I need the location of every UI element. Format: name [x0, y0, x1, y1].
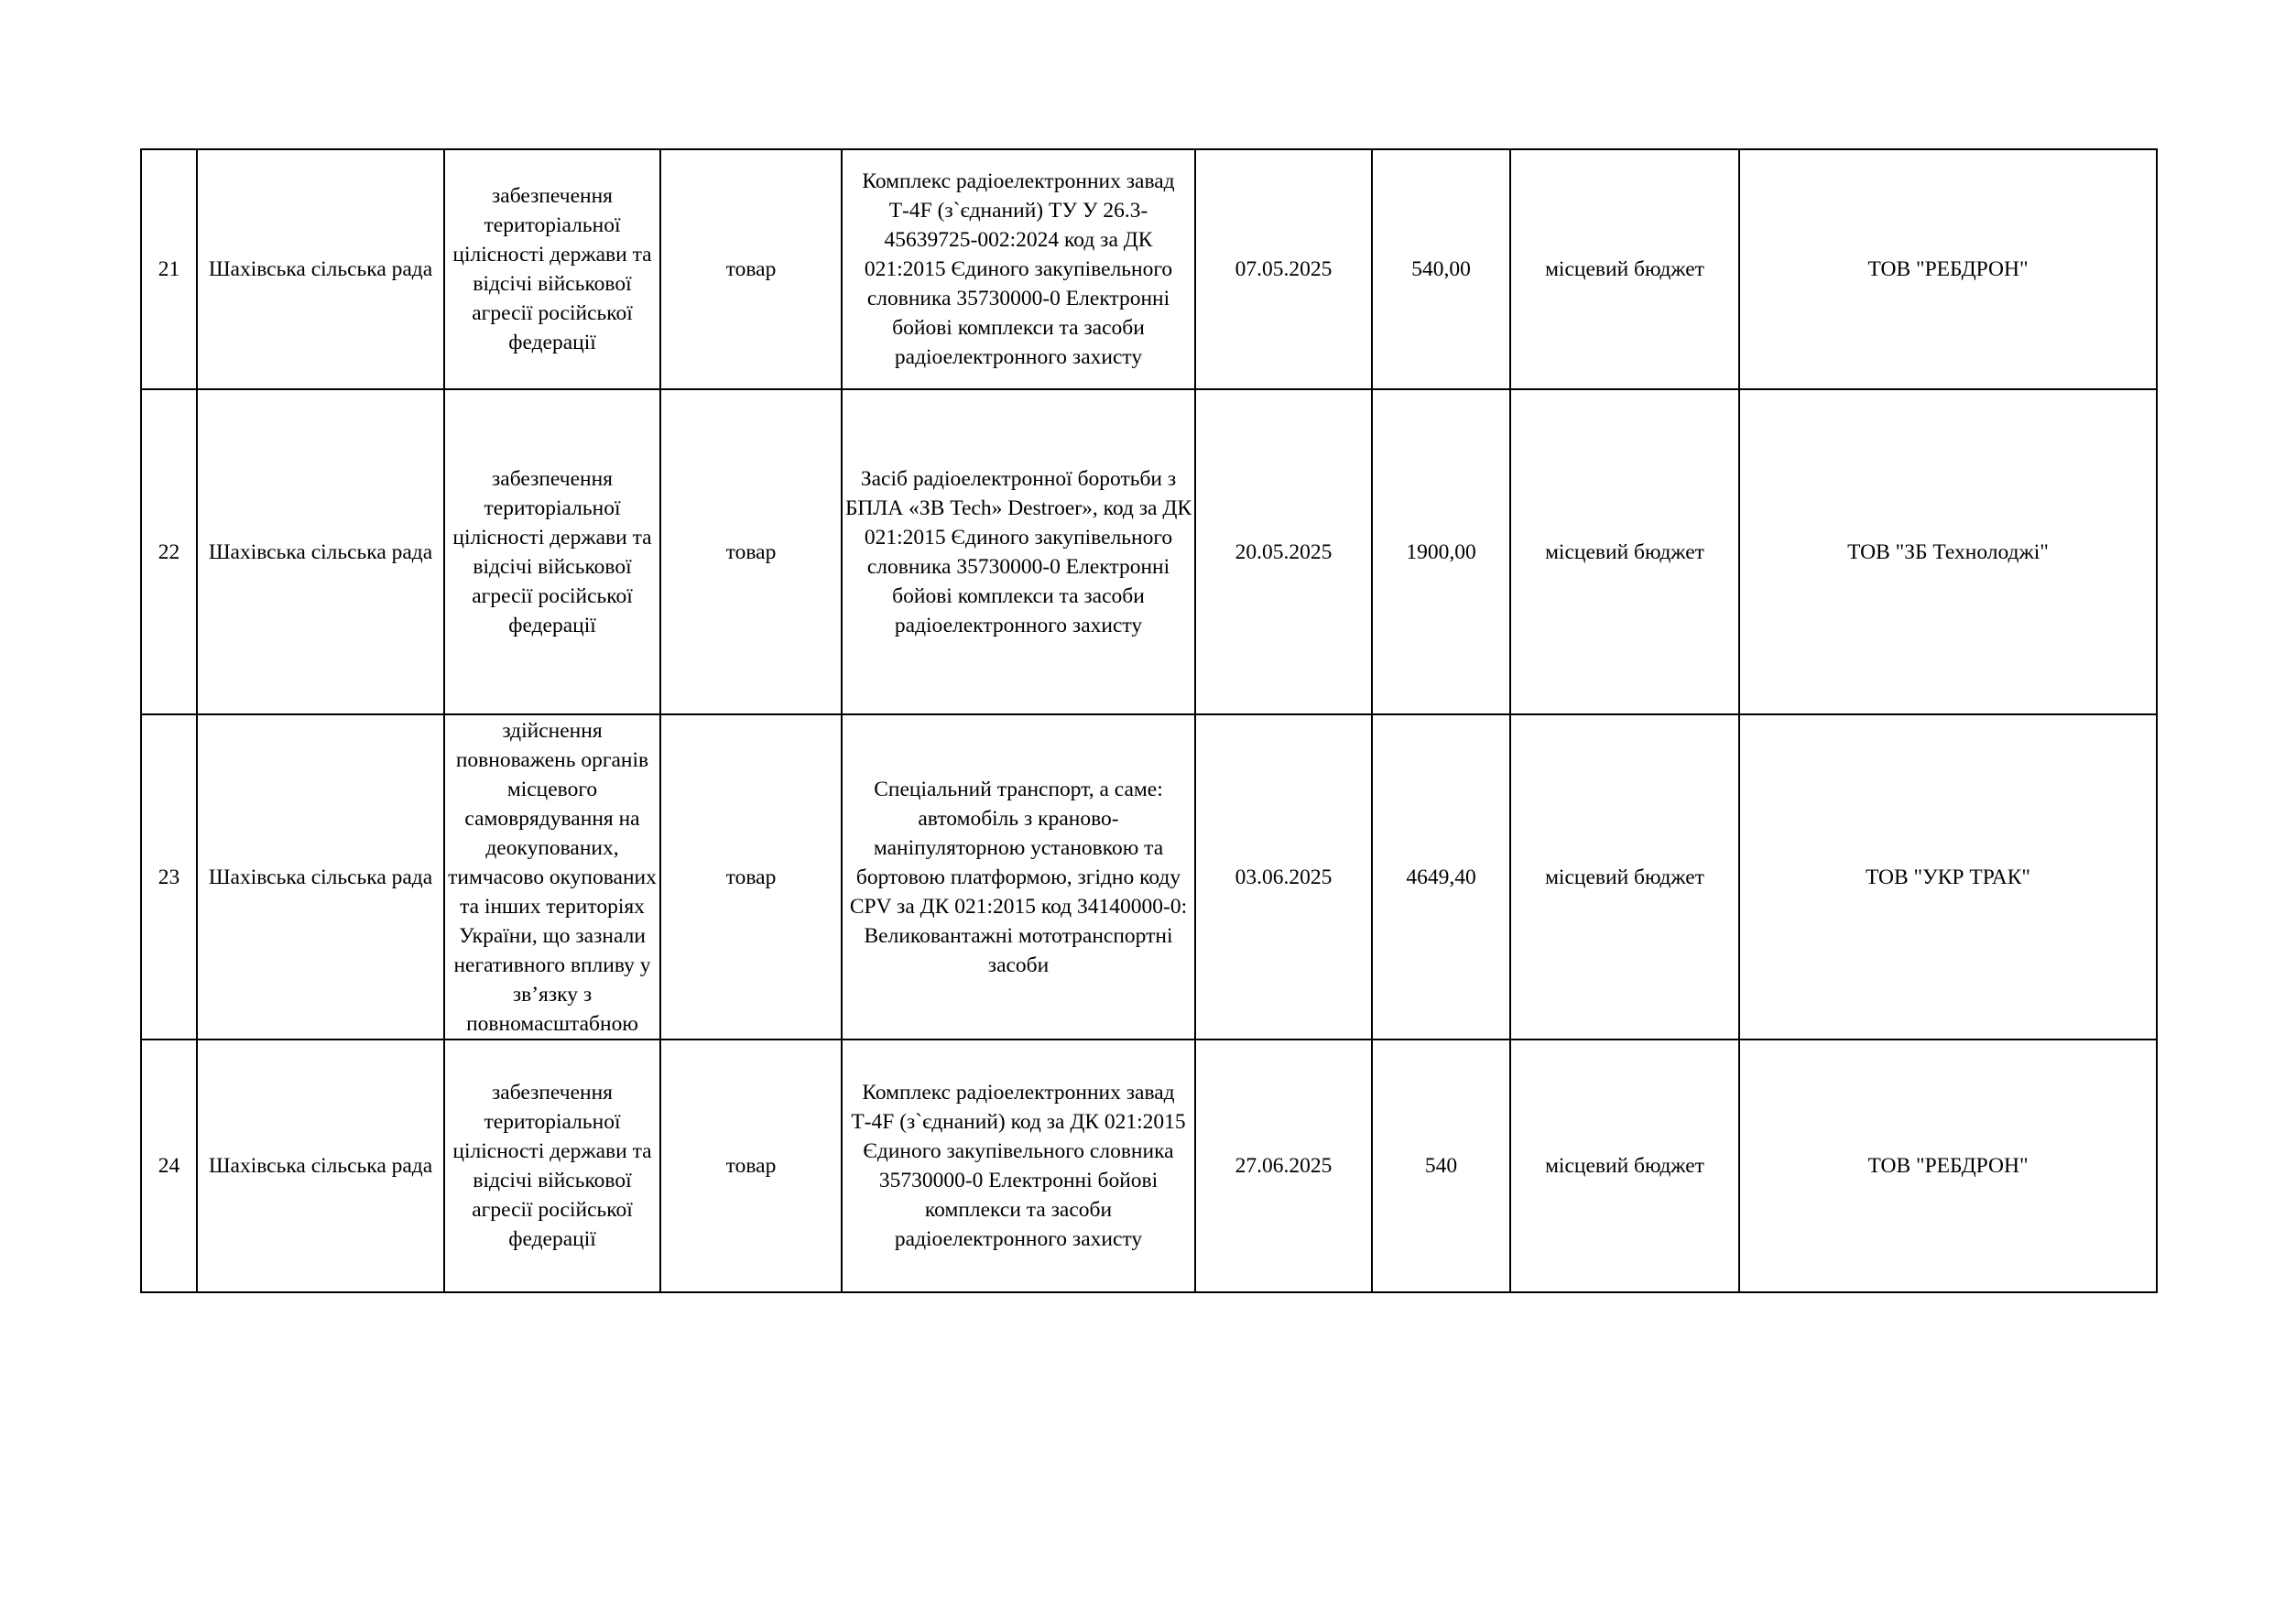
amount-cell: 540,00 — [1372, 149, 1510, 389]
subject-cell: Комплекс радіоелектронних завад Т-4F (з`єднаний) ТУ У 26.3-45639725-002:2024 код за ДК 021:2015 Єдиного закупівельного словника 35730000-0 Електронні бойові комплекси та засоби радіоелектронного захисту — [842, 149, 1195, 389]
date-cell: 20.05.2025 — [1195, 389, 1372, 714]
row-number: 21 — [141, 149, 197, 389]
source-cell: місцевий бюджет — [1510, 149, 1739, 389]
customer-cell: Шахівська сільська рада — [197, 389, 444, 714]
subject-cell: Спеціальний транспорт, а саме: автомобіль з краново-маніпуляторною установкою та бортовою платформою, згідно коду CPV за ДК 021:2015 код 34140000-0: Великовантажні мототранспортні засоби — [842, 714, 1195, 1040]
source-cell: місцевий бюджет — [1510, 714, 1739, 1040]
customer-cell: Шахівська сільська рада — [197, 714, 444, 1040]
date-cell: 27.06.2025 — [1195, 1040, 1372, 1292]
subject-cell: Засіб радіоелектронної боротьби з БПЛА «ЗВ Tech» Destroer», код за ДК 021:2015 Єдиного закупівельного словника 35730000-0 Електронні бойові комплекси та засоби радіоелектронного захисту — [842, 389, 1195, 714]
supplier-cell: ТОВ "УКР ТРАК" — [1739, 714, 2157, 1040]
supplier-cell: ТОВ "ЗБ Технолоджі" — [1739, 389, 2157, 714]
table-row — [141, 389, 2157, 714]
purpose-cell: забезпечення територіальної цілісності держави та відсічі військової агресії російської федерації — [444, 149, 660, 389]
date-cell: 03.06.2025 — [1195, 714, 1372, 1040]
customer-cell: Шахівська сільська рада — [197, 149, 444, 389]
source-cell: місцевий бюджет — [1510, 1040, 1739, 1292]
procurement-table — [140, 148, 2158, 1293]
type-cell: товар — [660, 714, 842, 1040]
type-cell: товар — [660, 149, 842, 389]
supplier-cell: ТОВ "РЕБДРОН" — [1739, 149, 2157, 389]
amount-cell: 4649,40 — [1372, 714, 1510, 1040]
row-number: 24 — [141, 1040, 197, 1292]
purpose-cell: забезпечення територіальної цілісності держави та відсічі військової агресії російської федерації — [444, 1040, 660, 1292]
supplier-cell: ТОВ "РЕБДРОН" — [1739, 1040, 2157, 1292]
purpose-cell: забезпечення територіальної цілісності держави та відсічі військової агресії російської федерації — [444, 389, 660, 714]
row-number: 23 — [141, 714, 197, 1040]
table-row — [141, 714, 2157, 1040]
customer-cell: Шахівська сільська рада — [197, 1040, 444, 1292]
source-cell: місцевий бюджет — [1510, 389, 1739, 714]
row-number: 22 — [141, 389, 197, 714]
amount-cell: 1900,00 — [1372, 389, 1510, 714]
type-cell: товар — [660, 389, 842, 714]
amount-cell: 540 — [1372, 1040, 1510, 1292]
table-row — [141, 1040, 2157, 1292]
table-row — [141, 149, 2157, 389]
type-cell: товар — [660, 1040, 842, 1292]
subject-cell: Комплекс радіоелектронних завад Т-4F (з`єднаний) код за ДК 021:2015 Єдиного закупівельного словника 35730000-0 Електронні бойові комплекси та засоби радіоелектронного захисту — [842, 1040, 1195, 1292]
purpose-cell: здійснення повноважень органів місцевого самоврядування на деокупованих, тимчасово окупованих та інших територіях України, що зазнали негативного впливу у зв’язку з повномасштабною — [444, 714, 660, 1040]
date-cell: 07.05.2025 — [1195, 149, 1372, 389]
